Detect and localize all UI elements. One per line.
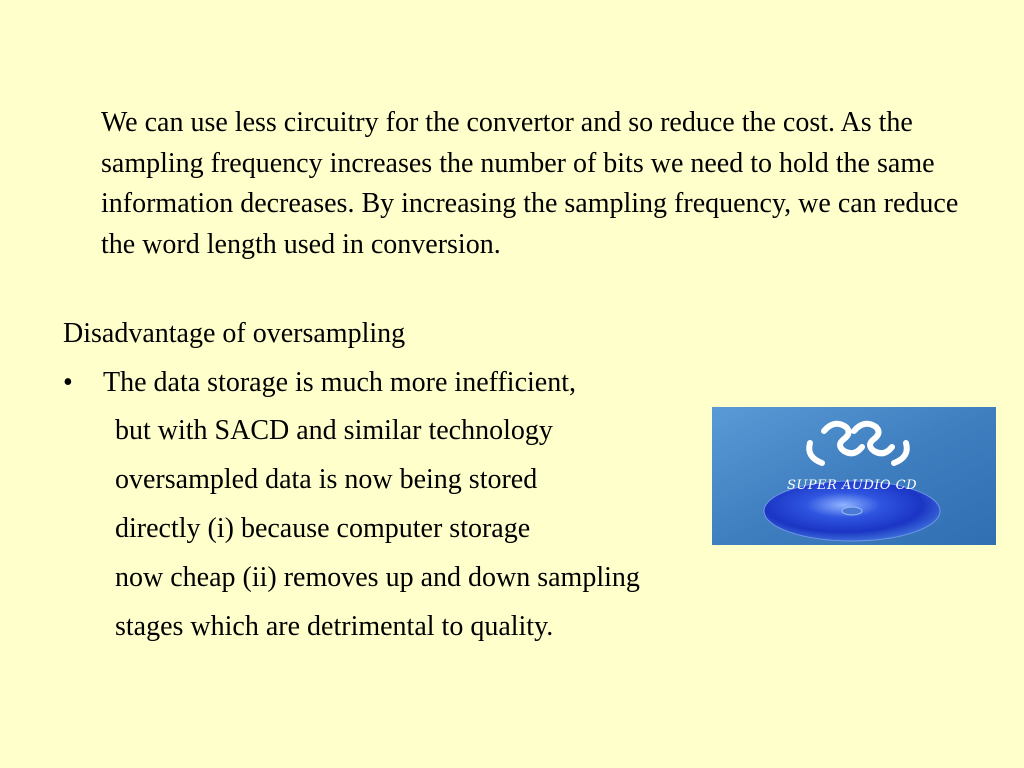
bullet-continuation-line: stages which are detrimental to quality. bbox=[115, 611, 554, 642]
bullet-continuation-line: now cheap (ii) removes up and down sampling bbox=[115, 562, 640, 593]
bullet-continuation bbox=[115, 411, 640, 656]
logo-text: SUPER AUDIO CD bbox=[786, 478, 918, 493]
section-heading: Disadvantage of oversampling bbox=[63, 318, 406, 349]
bullet-marker: • bbox=[63, 367, 73, 398]
disc-hole bbox=[842, 507, 862, 515]
bullet-continuation-line: directly (i) because computer storage bbox=[115, 513, 531, 544]
bullet-first-line: The data storage is much more inefficient, bbox=[103, 367, 576, 398]
intro-paragraph: We can use less circuitry for the convertor and so reduce the cost. As the sampling frequency increases the number of bits we need to hold the same information decreases. By increasing the sampling frequency, we can reduce the word length used in conversion. bbox=[101, 107, 959, 260]
bullet-continuation-line: but with SACD and similar technology bbox=[115, 415, 553, 446]
bullet-continuation-line: oversampled data is now being stored bbox=[115, 464, 538, 495]
super-audio-cd-logo bbox=[712, 407, 996, 545]
